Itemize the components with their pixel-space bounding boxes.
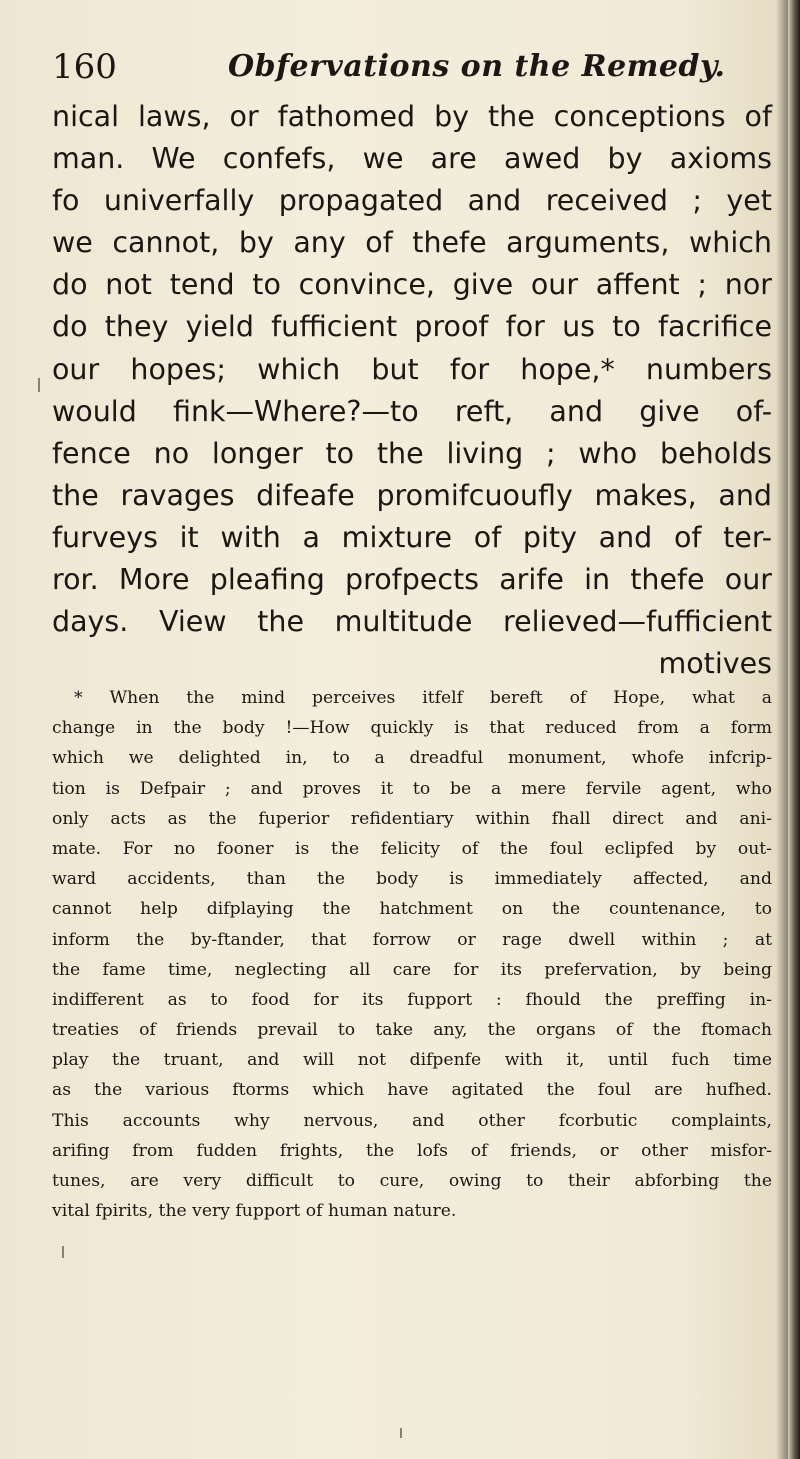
footnote-line: the fame time, neglecting all care for its prefervation, by being bbox=[52, 959, 772, 980]
footnote bbox=[52, 683, 772, 1226]
text-line: would fink—Where?—to reft, and give of- bbox=[52, 394, 772, 428]
text-line: days. View the multitude relieved—fufficient bbox=[52, 605, 772, 639]
page-mark bbox=[38, 378, 40, 392]
footnote-line: * When the mind perceives itfelf bereft of Hope, what a bbox=[74, 688, 772, 708]
footnote-line: vital fpirits, the very fupport of human nature. bbox=[52, 1201, 457, 1222]
footnote-line: as the various ftorms which have agitated the foul are hufhed. bbox=[52, 1080, 772, 1101]
text-line: do they yield fufficient proof for us to facrifice bbox=[52, 310, 772, 344]
text-line: man. We confefs, we are awed by axioms bbox=[52, 142, 772, 176]
footnote-line: tion is Defpair ; and proves it to be a mere fervile agent, who bbox=[52, 778, 772, 799]
page-number: 160 bbox=[52, 47, 117, 87]
footnote-line: change in the body !—How quickly is that reduced from a form bbox=[52, 718, 772, 739]
page-mark bbox=[62, 1246, 64, 1258]
catchword: motives bbox=[658, 647, 772, 681]
footnote-line: indifferent as to food for its fupport : fhould the preffing in- bbox=[52, 989, 772, 1010]
page-mark bbox=[400, 1428, 402, 1438]
footnote-line: mate. For no fooner is the felicity of the foul eclipfed by out- bbox=[52, 838, 772, 859]
text-line: furveys it with a mixture of pity and of ter- bbox=[52, 520, 772, 554]
footnote-line: cannot help difplaying the hatchment on the countenance, to bbox=[52, 899, 772, 920]
page-header bbox=[52, 42, 752, 92]
main-text bbox=[52, 96, 772, 685]
text-line: the ravages difeafe promifcuoufly makes, and bbox=[52, 478, 772, 512]
page-edge-shadow bbox=[788, 0, 800, 1459]
text-line: we cannot, by any of thefe arguments, which bbox=[52, 226, 772, 260]
footnote-line: This accounts why nervous, and other fcorbutic complaints, bbox=[52, 1110, 772, 1131]
text-line: do not tend to convince, give our affent ; nor bbox=[52, 268, 772, 302]
footnote-line: treaties of friends prevail to take any, the organs of the ftomach bbox=[52, 1020, 772, 1041]
text-line: fence no longer to the living ; who beholds bbox=[52, 436, 772, 470]
footnote-line: tunes, are very difficult to cure, owing to their abforbing the bbox=[52, 1171, 772, 1191]
footnote-line: only acts as the fuperior refidentiary within fhall direct and ani- bbox=[52, 808, 772, 829]
footnote-line: which we delighted in, to a dreadful monument, whofe infcrip- bbox=[52, 748, 772, 769]
footnote-line: ward accidents, than the body is immediately affected, and bbox=[52, 869, 772, 890]
text-line: fo univerfally propagated and received ; yet bbox=[52, 184, 772, 218]
footnote-line: arifing from fudden frights, the lofs of friends, or other misfor- bbox=[52, 1140, 772, 1161]
text-line: nical laws, or fathomed by the conceptions of bbox=[52, 100, 772, 133]
footnote-line: play the truant, and will not difpenfe with it, until fuch time bbox=[52, 1050, 772, 1071]
text-line: our hopes; which but for hope,* numbers bbox=[52, 352, 772, 386]
footnote-line: inform the by-ftander, that forrow or rage dwell within ; at bbox=[52, 929, 772, 950]
running-title: Obfervations on the Remedy. bbox=[228, 49, 726, 84]
text-line: ror. More pleafing profpects arife in thefe our bbox=[52, 563, 772, 597]
